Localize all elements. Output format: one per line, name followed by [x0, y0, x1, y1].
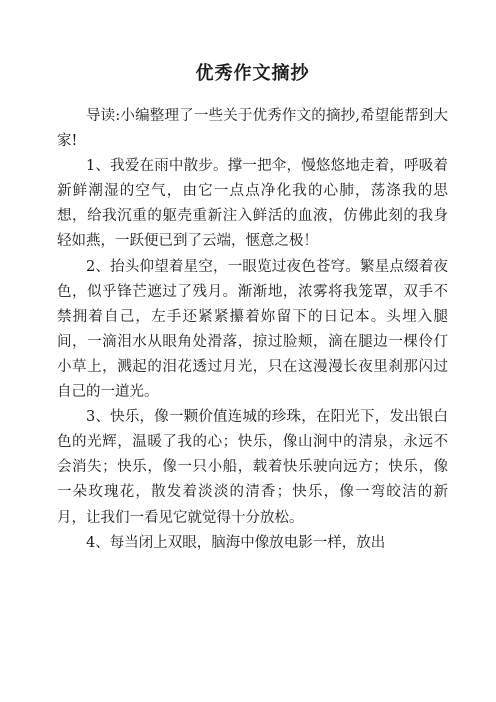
paragraph-1: 1、我爱在雨中散步。撑一把伞，慢悠悠地走着，呼吸着新鲜潮湿的空气，由它一点点净化我的心肺，荡涤我的思想，给我沉重的躯壳重新注入鲜活的血液，仿佛此刻的我身轻如燕，一跃便已到了云端，惬意之极！ — [57, 158, 448, 250]
paragraph-4: 4、每当闭上双眼，脑海中像放电影一样，放出 — [86, 534, 386, 551]
document-title: 优秀作文摘抄 — [195, 63, 310, 84]
intro-paragraph: 导读:小编整理了一些关于优秀作文的摘抄,希望能帮到大家! — [57, 108, 448, 150]
paragraph-2: 2、抬头仰望着星空，一眼览过夜色苍穹。繁星点缀着夜色，似乎锋芒遮过了残月。渐渐地，浓雾将我笼罩，双手不禁拥着自己，左手还紧紧攥着妳留下的日记本。头埋入腿间，一滴泪水从眼角处滑落，掠过脸颊，滴在腿边一棵伶仃小草上，溅起的泪花透过月光，只在这漫漫长夜里刹那闪过自己的一道光。 — [57, 258, 448, 401]
paragraph-3: 3、快乐，像一颗价值连城的珍珠，在阳光下，发出银白色的光辉，温暖了我的心；快乐，像山涧中的清泉，永远不会消失；快乐，像一只小船，载着快乐驶向远方；快乐，像一朵玫瑰花，散发着淡淡的清香；快乐，像一弯皎洁的新月，让我们一看见它就觉得十分放松。 — [57, 409, 448, 526]
